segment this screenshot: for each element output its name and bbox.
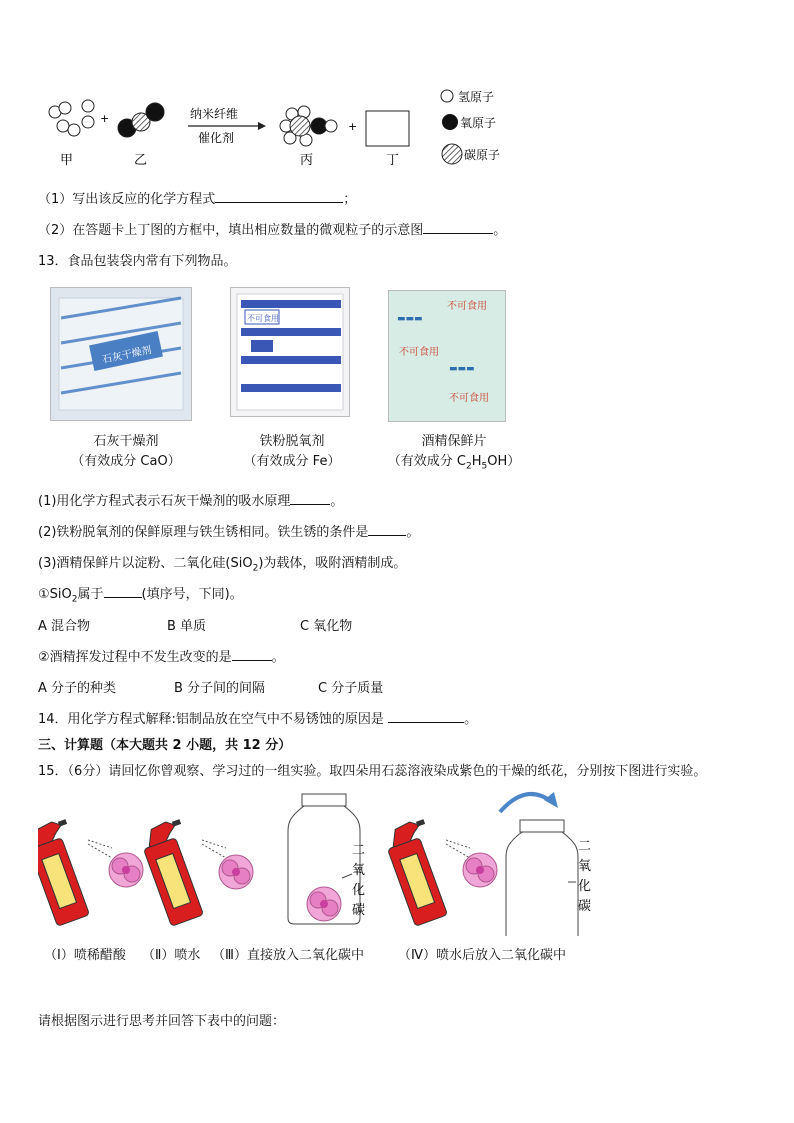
q13-part2: (2)铁粉脱氧剂的保鲜原理与铁生锈相同。铁生锈的条件是 。 <box>38 525 420 540</box>
svg-text:化: 化 <box>352 883 366 898</box>
svg-text:▬▬▬: ▬▬▬ <box>397 314 423 324</box>
svg-text:氧: 氧 <box>352 863 366 878</box>
answer-blank-q13-3-2[interactable] <box>232 648 272 661</box>
option-molecule-mass: C 分子质量 <box>318 681 384 696</box>
svg-text:二: 二 <box>578 839 592 854</box>
svg-text:不可食用: 不可食用 <box>399 347 439 358</box>
plus-sign-2: + <box>348 120 358 133</box>
caption-lime-component: （有效成分 CaO） <box>71 454 181 469</box>
label-ding: 丁 <box>386 153 400 168</box>
svg-text:不可食用: 不可食用 <box>447 301 487 312</box>
option-element: B 单质 <box>167 619 207 634</box>
svg-text:碳: 碳 <box>578 899 592 914</box>
answer-blank-diagram[interactable] <box>423 221 493 234</box>
svg-text:二: 二 <box>352 843 366 858</box>
photo-lime-desiccant <box>50 287 192 421</box>
caption-lime-name: 石灰干燥剂 <box>93 434 159 449</box>
q15-stem: 15．（6分）请回忆你曾观察、学习过的一组实验。取四朵用石蕊溶液染成紫色的干燥的纸花，分别按下图进行实验。 <box>38 764 707 779</box>
answer-blank-q13-3-1[interactable] <box>104 585 142 598</box>
experiment-figure <box>38 786 608 936</box>
caption-experiment-4: （Ⅳ）喷水后放入二氧化碳中 <box>398 948 566 963</box>
legend-hydrogen-icon <box>441 90 453 102</box>
label-jia: 甲 <box>60 153 74 168</box>
legend-hydrogen: 氢原子 <box>458 90 495 104</box>
caption-experiment-2: （Ⅱ）喷水 <box>142 948 201 963</box>
svg-text:▬▬▬: ▬▬▬ <box>449 364 475 374</box>
photo-iron-text: 不可食用 <box>247 314 279 323</box>
svg-text:碳: 碳 <box>352 903 366 918</box>
legend-oxygen: 氧原子 <box>460 116 497 130</box>
svg-text:化: 化 <box>578 879 592 894</box>
caption-experiment-1: （Ⅰ）喷稀醋酸 <box>44 948 126 963</box>
option-molecule-spacing: B 分子间的间隔 <box>174 681 266 696</box>
curved-arrow-icon <box>500 794 552 812</box>
arrow-bottom-label: 催化剂 <box>198 131 235 145</box>
caption-iron-component: （有效成分 Fe） <box>243 454 341 469</box>
molecule-jia <box>49 100 94 136</box>
photo-iron-deoxidizer <box>230 287 350 417</box>
legend-carbon-icon <box>442 144 462 164</box>
experiment-4-jar <box>506 820 591 936</box>
q13-sub2: ②酒精挥发过程中不发生改变的是 。 <box>38 650 285 665</box>
photo-alcohol-preservative <box>388 290 506 422</box>
q12-sub1: （1）写出该反应的化学方程式 ； <box>38 192 357 207</box>
legend-oxygen-icon <box>442 114 458 130</box>
q14: 14．用化学方程式解释:铝制品放在空气中不易锈蚀的原因是 。 <box>38 712 478 727</box>
caption-alcohol-name: 酒精保鲜片 <box>421 434 487 449</box>
caption-iron-name: 铁粉脱氧剂 <box>259 434 325 449</box>
svg-text:氧: 氧 <box>578 859 592 874</box>
label-bing: 丙 <box>300 153 314 168</box>
q13-part1: (1)用化学方程式表示石灰干燥剂的吸水原理 。 <box>38 494 344 509</box>
label-yi: 乙 <box>134 153 148 168</box>
experiment-4 <box>381 817 497 926</box>
q13-stem: 13．食品包装袋内常有下列物品。 <box>38 254 237 269</box>
caption-experiment-3: （Ⅲ）直接放入二氧化碳中 <box>212 948 364 963</box>
q13-sub1: ①SiO$_2$属于 (填序号，下同)。 <box>38 587 243 605</box>
option-oxide: C 氧化物 <box>300 619 353 634</box>
plus-sign-1: + <box>100 112 110 125</box>
experiment-3 <box>288 794 365 924</box>
molecule-bing <box>280 106 337 146</box>
caption-alcohol-component: （有效成分 $C_2H_5OH$） <box>387 454 521 472</box>
section-calculation-title: 三、计算题（本大题共 2 小题，共 12 分） <box>38 738 292 753</box>
q15-footer: 请根据图示进行思考并回答下表中的问题： <box>38 1014 286 1029</box>
arrow-top-label: 纳米纤维 <box>190 107 239 121</box>
option-molecule-type: A 分子的种类 <box>38 681 117 696</box>
answer-blank-equation[interactable] <box>215 190 343 203</box>
answer-blank-q14[interactable] <box>388 710 464 723</box>
answer-blank-q13-1[interactable] <box>290 492 330 505</box>
q13-part3: (3)酒精保鲜片以淀粉、二氧化硅(SiO$_2$)为载体，吸附酒精制成。 <box>38 556 407 574</box>
photo-lime-text: 石灰干燥剂 <box>101 344 153 366</box>
q12-sub2: （2）在答题卡上丁图的方框中，填出相应数量的微观粒子的示意图 。 <box>38 223 507 238</box>
answer-box-ding <box>366 111 409 146</box>
option-mixture: A 混合物 <box>38 619 91 634</box>
answer-blank-q13-2[interactable] <box>368 523 406 536</box>
reaction-diagram <box>30 82 530 172</box>
svg-text:不可食用: 不可食用 <box>449 393 489 404</box>
experiment-1 <box>38 817 143 926</box>
legend-carbon: 碳原子 <box>464 148 501 162</box>
molecule-yi <box>118 103 164 137</box>
experiment-2 <box>137 817 253 926</box>
